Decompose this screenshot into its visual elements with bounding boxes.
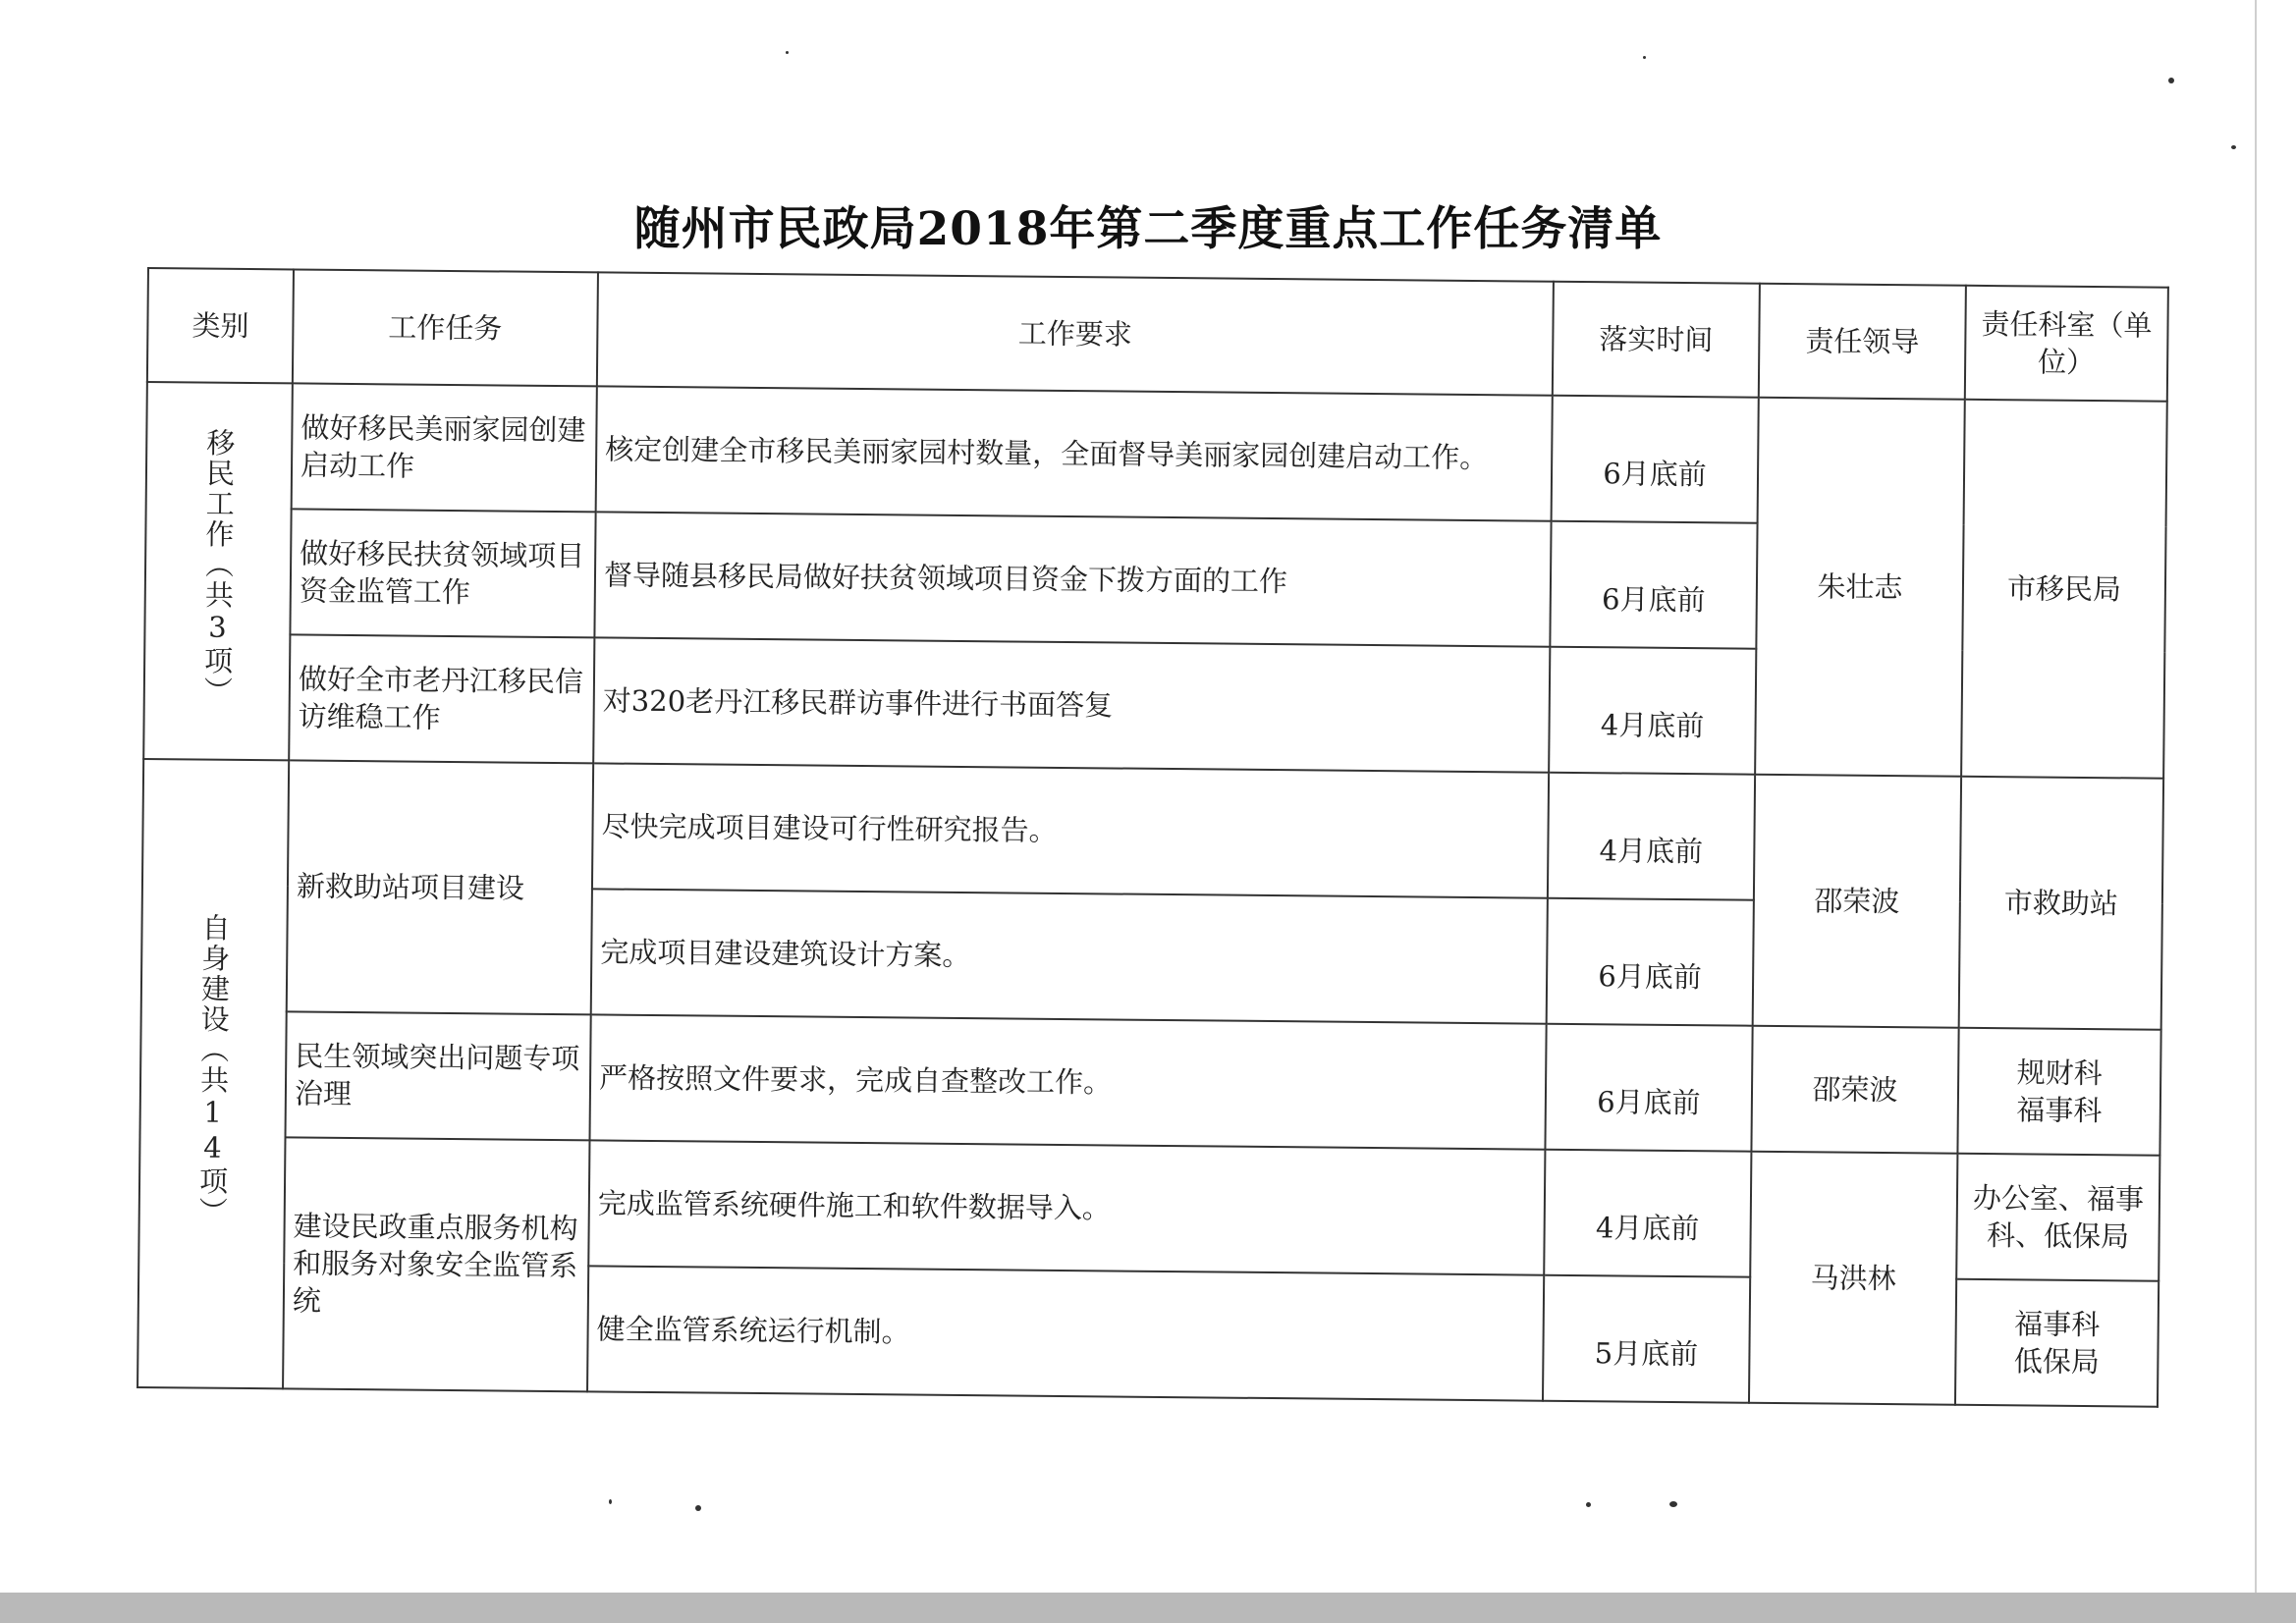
requirement-cell: 督导随县移民局做好扶贫领域项目资金下拨方面的工作 <box>594 512 1551 646</box>
category-cell <box>137 759 289 1388</box>
requirement-cell: 完成监管系统硬件施工和软件数据导入。 <box>588 1140 1545 1274</box>
table-row <box>142 759 2163 904</box>
document-title: 随州市民政局2018年第二季度重点工作任务清单 <box>633 202 1663 256</box>
category-label: 自身建设（共14项） <box>194 912 232 1227</box>
header-leader: 责任领导 <box>1759 284 1966 400</box>
task-cell: 做好移民扶贫领域项目资金监管工作 <box>290 509 595 637</box>
deadline-cell: 4月底前 <box>1549 647 1756 775</box>
leader-cell: 马洪林 <box>1749 1152 1957 1405</box>
deadline-cell: 6月底前 <box>1545 1024 1752 1152</box>
deadline-cell: 6月底前 <box>1547 898 1754 1026</box>
scan-speck <box>2168 78 2174 83</box>
task-cell: 做好移民美丽家园创建启动工作 <box>292 383 597 512</box>
table-row <box>138 1136 2159 1281</box>
department-cell <box>1957 1028 2160 1156</box>
header-task: 工作任务 <box>293 269 598 386</box>
requirement-cell: 核定创建全市移民美丽家园村数量，全面督导美丽家园创建启动工作。 <box>596 386 1553 520</box>
scan-speck <box>609 1499 612 1504</box>
scan-speck <box>695 1505 701 1511</box>
deadline-cell: 6月底前 <box>1550 521 1757 649</box>
deadline-cell: 4月底前 <box>1544 1150 1751 1277</box>
requirement-cell: 完成项目建设建筑设计方案。 <box>591 889 1548 1023</box>
department-cell: 办公室、福事科、低保局 <box>1956 1154 2159 1281</box>
task-cell: 做好全市老丹江移民信访维稳工作 <box>289 634 594 763</box>
table-row <box>140 1010 2161 1156</box>
deadline-cell: 6月底前 <box>1552 396 1759 523</box>
table-header-row <box>147 268 2168 402</box>
header-deadline: 落实时间 <box>1553 282 1760 398</box>
task-cell: 民生领域突出问题专项治理 <box>285 1011 590 1140</box>
scan-speck <box>1586 1502 1591 1507</box>
category-label: 移民工作（共3项） <box>199 427 237 707</box>
leader-cell: 邵荣波 <box>1751 1026 1958 1154</box>
requirement-cell: 严格按照文件要求，完成自查整改工作。 <box>589 1014 1546 1149</box>
requirement-cell: 对320老丹江移民群访事件进行书面答复 <box>593 637 1550 772</box>
scan-bottom-edge <box>0 1593 2296 1623</box>
department-cell: 市移民局 <box>1961 400 2167 779</box>
header-department: 责任科室（单位） <box>1965 286 2168 402</box>
requirement-cell: 尽快完成项目建设可行性研究报告。 <box>592 763 1549 897</box>
category-cell <box>143 382 293 760</box>
department-cell <box>1955 1279 2159 1407</box>
table-row <box>146 382 2167 527</box>
scan-speck <box>786 51 789 54</box>
task-cell: 新救助站项目建设 <box>287 760 593 1014</box>
header-requirement: 工作要求 <box>597 272 1554 395</box>
task-table <box>137 267 2169 1408</box>
leader-cell: 邵荣波 <box>1753 775 1961 1028</box>
requirement-cell: 健全监管系统运行机制。 <box>587 1266 1544 1400</box>
leader-cell: 朱壮志 <box>1755 398 1965 777</box>
department-line: 福事科 <box>2016 1093 2103 1128</box>
deadline-cell: 5月底前 <box>1543 1275 1750 1403</box>
scan-speck <box>1643 56 1646 59</box>
deadline-cell: 4月底前 <box>1548 773 1755 900</box>
scan-speck <box>2231 145 2236 149</box>
header-category: 类别 <box>147 268 294 383</box>
task-cell: 建设民政重点服务机构和服务对象安全监管系统 <box>283 1137 589 1391</box>
department-line: 规财科 <box>2016 1055 2103 1091</box>
department-line: 福事科 <box>2014 1307 2101 1342</box>
department-line: 低保局 <box>2013 1344 2101 1380</box>
scan-speck <box>1669 1501 1677 1507</box>
department-cell: 市救助站 <box>1959 777 2163 1030</box>
